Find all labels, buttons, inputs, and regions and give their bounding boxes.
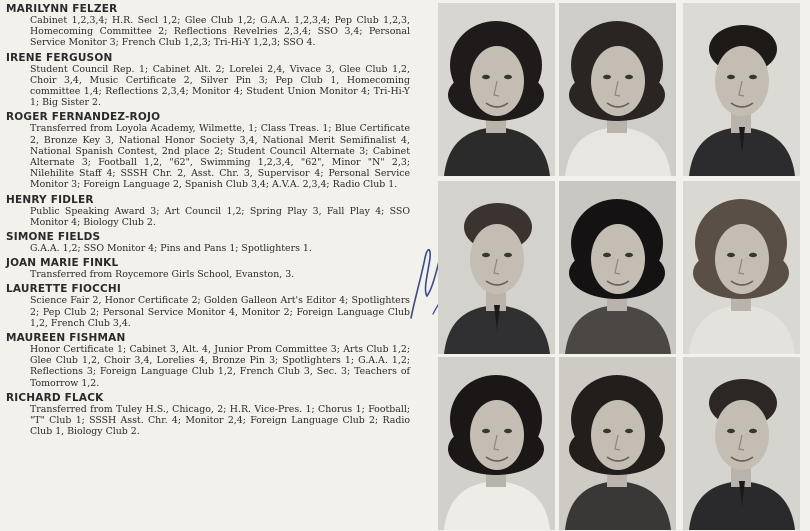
student-entry	[6, 111, 410, 190]
student-activities: Public Speaking Award 3; Art Council 1,2; Spring Play 3, Fall Play 4; SSO Monitor 4; Biology Club 2.	[30, 205, 410, 228]
student-portrait-photo	[559, 3, 676, 176]
student-portrait-photo	[438, 181, 555, 354]
student-portrait-photo	[559, 181, 676, 354]
student-activities: Cabinet 1,2,3,4; H.R. Secl 1,2; Glee Club 1,2; G.A.A. 1,2,3,4; Pep Club 1,2,3, Homecoming Committee 2; Reflections Revelries 2,3,4; SSO 3,4; Personal Service Monitor 3; French Club 1,2,3; Tri-Hi-Y 1,2,3; SSO 4.	[30, 15, 410, 49]
student-activities: G.A.A. 1,2; SSO Monitor 4; Pins and Pans 1; Spotlighters 1.	[30, 243, 312, 255]
student-entry	[6, 257, 410, 280]
student-name: SIMONE FIELDS	[6, 231, 101, 244]
student-name: JOAN MARIE FINKL	[6, 257, 119, 270]
student-portrait-photo	[438, 357, 555, 530]
student-name: RICHARD FLACK	[6, 391, 104, 404]
student-portrait-photo	[438, 3, 555, 176]
student-activities: Science Fair 2, Honor Certificate 2; Golden Galleon Art's Editor 4; Spotlighters 2; Pep Club 2; Personal Service Monitor 4, Monitor 2; Foreign Language Club 1,2, French Club 3,4.	[30, 295, 410, 329]
student-activities: Transferred from Tuley H.S., Chicago, 2; H.R. Vice-Pres. 1; Chorus 1; Football; "T" Club 1; SSSH Asst. Chr. 4; Monitor 2,4; Foreign Language Club 2; Radio Club 1, Biology Club 2.	[30, 403, 410, 438]
student-portrait-photo	[683, 357, 800, 530]
student-entry	[6, 392, 410, 438]
student-entry	[6, 3, 410, 49]
student-activities-list	[6, 3, 410, 440]
student-activities: Transferred from Loyola Academy, Wilmette, 1; Class Treas. 1; Blue Certificate 2, Bronze Key 3, National Honor Society 3,4, National Merit Semifinalist 4, National Spanish Contest, 2nd place 2; Student Council Alternate 3; Cabinet Alternate 3; Football 1,2, "62", Swimming 1,2,3,4, "62", Minor "N" 2,3; Nilehilite Staff 4; SSSH Chr. 2, Asst. Chr. 3, Supervisor 4; Personal Service Monitor 3; Foreign Language 2, Spanish Club 3,4; A.V.A. 2,3,4; Radio Club 1.	[30, 123, 410, 191]
student-name: ROGER FERNANDEZ-ROJO	[6, 111, 161, 124]
student-portrait-photo	[559, 357, 676, 530]
student-portrait-photo	[683, 181, 800, 354]
student-entry	[6, 231, 410, 254]
student-entry	[6, 283, 410, 329]
student-name: LAURETTE FIOCCHI	[6, 283, 121, 296]
portrait-grid	[438, 0, 810, 531]
student-activities: Transferred from Roycemore Girls School, Evanston, 3.	[30, 269, 295, 281]
student-name: IRENE FERGUSON	[6, 51, 113, 64]
student-entry	[6, 52, 410, 109]
student-activities: Student Council Rep. 1; Cabinet Alt. 2; Lorelei 2,4, Vivace 3, Glee Club 1,2, Choir 3,4, Music Certificate 2, Silver Pin 3; Pep Club 1, Homecoming committee 1,4; Reflections 2,3,4; Monitor 4; Student Union Monitor 4; Tri-Hi-Y 1; Big Sister 2.	[30, 63, 410, 109]
student-name: MARILYNN FELZER	[6, 3, 118, 15]
student-entry	[6, 194, 410, 228]
student-activities: Honor Certificate 1; Cabinet 3, Alt. 4, Junior Prom Committee 3; Arts Club 1,2; Glee Club 1,2, Choir 3,4, Lorelies 4, Bronze Pin 3; Spotlighters 1; G.A.A. 1,2; Reflections 3; Foreign Language Club 1,2, French Club 3, Sec. 3; Teachers of Tomorrow 1,2.	[30, 344, 410, 389]
student-portrait-photo	[683, 3, 800, 176]
student-name: MAUREEN FISHMAN	[6, 332, 126, 345]
student-name: HENRY FIDLER	[6, 193, 94, 206]
student-entry	[6, 332, 410, 389]
